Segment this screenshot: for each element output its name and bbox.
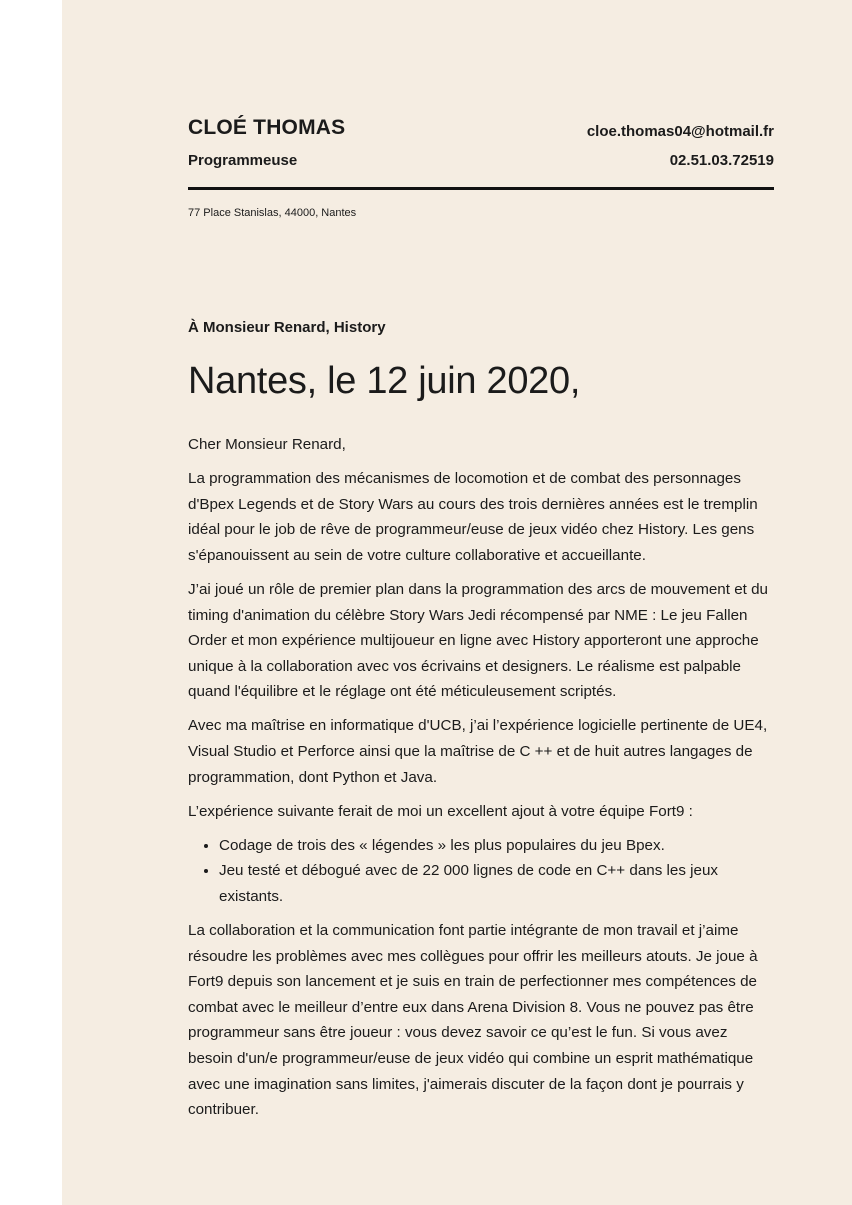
body-paragraph: La programmation des mécanismes de locomotion et de combat des personnages d'Bpex Legends et de Story Wars au cours des trois dernières années est le tremplin idéal pour le job de rêve de programmeur/euse de jeux vidéo chez History. Les gens s'épanouissent au sein de votre culture collaborative et accueillante.: [188, 470, 758, 564]
sender-name: CLOÉ THOMAS: [188, 116, 346, 139]
list-item: • Jeu testé et débogué avec de 22 000 lignes de code en C++ dans les jeux existants.: [219, 858, 774, 909]
header-divider: [188, 187, 774, 190]
sender-phone: 02.51.03.72519: [669, 152, 774, 169]
sender-title: Programmeuse: [188, 152, 298, 169]
experience-list: [188, 833, 774, 910]
body-paragraph: Avec ma maîtrise en informatique d'UCB, j’ai l’expérience logicielle pertinente de UE4, Visual Studio et Perforce ainsi que la maîtrise de C ++ et de huit autres langages de programmation, dont Python et Java.: [188, 717, 768, 786]
salutation: Cher Monsieur Renard,: [188, 436, 346, 453]
body-paragraph: J’ai joué un rôle de premier plan dans la programmation des arcs de mouvement et du timing d'animation du célèbre Story Wars Jedi récompensé par NME : Le jeu Fallen Order et mon expérience multijoueur en ligne avec History apporteront une approche unique à la collaboration avec vos écrivains et designers. Le réalisme est palpable quand l'équilibre et le réglage ont été méticuleusement scriptés.: [188, 580, 768, 701]
list-item: • Codage de trois des « légendes » les plus populaires du jeu Bpex.: [219, 833, 774, 859]
letter-body: [188, 432, 774, 1131]
place-date-heading: Nantes, le 12 juin 2020,: [188, 360, 581, 402]
sender-email: cloe.thomas04@hotmail.fr: [586, 123, 774, 140]
body-paragraph: L’expérience suivante ferait de moi un excellent ajout à votre équipe Fort9 :: [188, 802, 693, 820]
letter-page: [62, 0, 852, 1205]
sender-address: 77 Place Stanislas, 44000, Nantes: [188, 207, 357, 219]
closing-paragraph: La collaboration et la communication font partie intégrante de mon travail et j’aime résoudre les problèmes avec mes collègues pour offrir les meilleurs atouts. Je joue à Fort9 depuis son lancement et je suis en train de perfectionner mes compétences de combat avec le meilleur d’entre eux dans Arena Division 8. Vous ne pouvez pas être programmeur sans être joueur : vous devez savoir ce qu’est le fun. Si vous avez besoin d'un/e programmeur/euse de jeux vidéo qui combine un esprit mathématique avec une imagination sans limites, j'aimerais discuter de la façon dont je pourrais y contribuer.: [188, 922, 758, 1119]
recipient-line: À Monsieur Renard, History: [188, 319, 386, 336]
